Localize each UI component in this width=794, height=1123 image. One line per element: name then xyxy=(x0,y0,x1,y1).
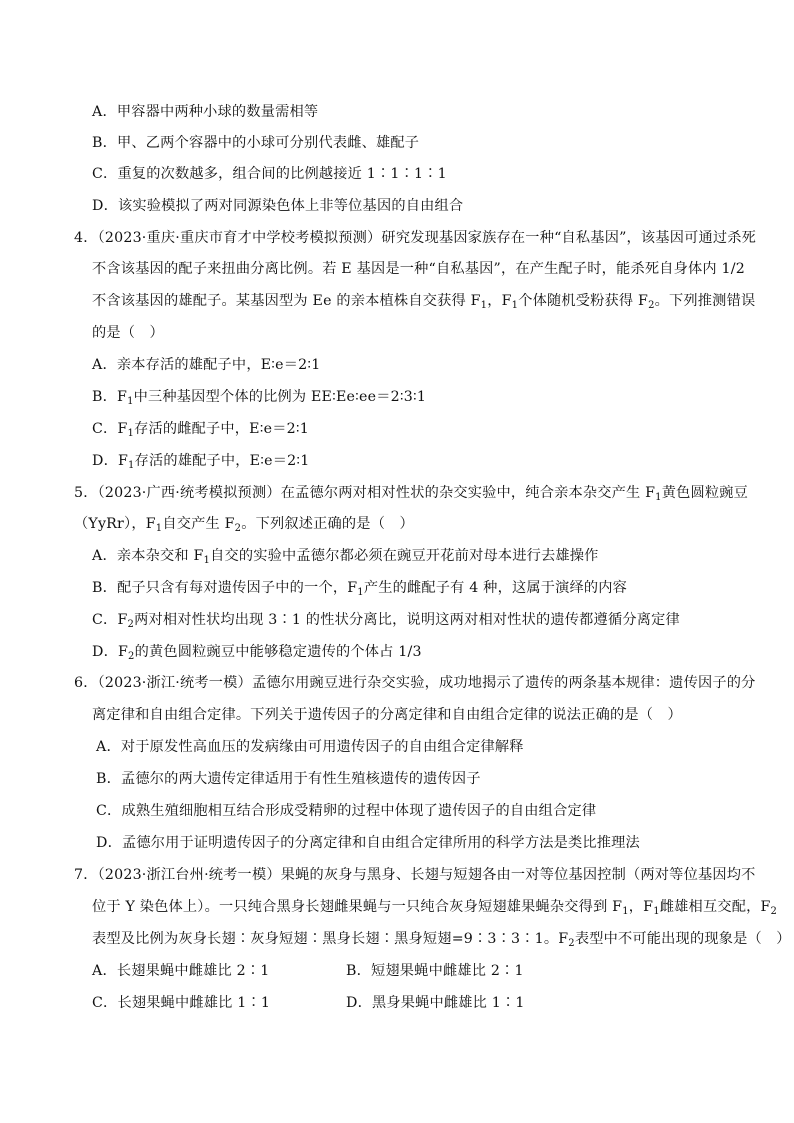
q4-stem-line2: 不含该基因的配子来扭曲分离比例。若 E 基因是一种“自私基因”，在产生配子时，能杀死自身体内 1/2 xyxy=(92,261,745,277)
q7-stem-line2: 位于 Y 染色体上）。一只纯合黑身长翅雌果蝇与一只纯合灰身短翅雄果蝇杂交得到 $F_1$，$F_1$雌雄相互交配，$F_2$ xyxy=(92,899,778,917)
q5-option-b: B．配子只含有每对遗传因子中的一个，$F_1$产生的雌配子有 4 种，这属于演绎的内容 xyxy=(92,580,628,598)
q5-option-a: A．亲本杂交和 $F_1$自交的实验中孟德尔都必须在豌豆开花前对母本进行去雄操作 xyxy=(92,548,599,566)
q5-stem-line2: （YyRr），$F_1$自交产生 $F_2$。下列叙述正确的是（ ） xyxy=(74,516,414,534)
q6-stem-line2: 离定律和自由组合定律。下列关于遗传因子的分离定律和自由组合定律的说法正确的是（ ） xyxy=(92,707,682,723)
q3-option-c: C．重复的次数越多，组合间的比例越接近 1∶1∶1∶1 xyxy=(92,166,447,182)
q4-option-b: B．$F_1$中三种基因型个体的比例为 EE∶Ee∶ee＝2∶3∶1 xyxy=(92,389,427,407)
q5-option-d: D．$F_2$的黄色圆粒豌豆中能够稳定遗传的个体占 1/3 xyxy=(92,644,422,662)
q7-option-a: A．长翅果蝇中雌雄比 2∶1 xyxy=(92,963,270,979)
q3-option-a: A．甲容器中两种小球的数量需相等 xyxy=(92,104,319,120)
q4-option-d: D．$F_1$存活的雄配子中，E∶e＝2∶1 xyxy=(92,453,310,471)
q4-stem-line3: 不含该基因的雄配子。某基因型为 Ee 的亲本植株自交获得 $F_1$，$F_1$个体随机受粉获得 $F_2$。下列推测错误 xyxy=(92,293,756,311)
q7-option-b: B．短翅果蝇中雌雄比 2∶1 xyxy=(346,963,524,979)
q6-stem-line1: 6．（2023·浙江·统考一模）孟德尔用豌豆进行杂交实验，成功地揭示了遗传的两条基本规律：遗传因子的分 xyxy=(74,675,756,691)
q6-option-a: A．对于原发性高血压的发病缘由可用遗传因子的自由组合定律解释 xyxy=(96,739,524,755)
q5-stem-line1: 5．（2023·广西·统考模拟预测）在孟德尔两对相对性状的杂交实验中，纯合亲本杂交产生 $F_1$黄色圆粒豌豆 xyxy=(74,485,749,503)
q7-stem-line3: 表型及比例为灰身长翅∶灰身短翅∶黑身长翅∶黑身短翅=9∶3∶3∶1。$F_2$表型中不可能出现的现象是（ ） xyxy=(92,931,791,949)
q7-option-d: D．黑身果蝇中雌雄比 1∶1 xyxy=(346,995,525,1011)
q4-stem-line1: 4．（2023·重庆·重庆市育才中学校考模拟预测）研究发现基因家族存在一种“自私基因”，该基因可通过杀死 xyxy=(74,230,757,246)
q3-option-d: D．该实验模拟了两对同源染色体上非等位基因的自由组合 xyxy=(92,198,464,214)
q4-option-c: C．$F_1$存活的雌配子中，E∶e＝2∶1 xyxy=(92,421,309,439)
q3-option-b: B．甲、乙两个容器中的小球可分别代表雌、雄配子 xyxy=(92,135,420,151)
q4-stem-line4: 的是（ ） xyxy=(92,325,164,341)
q5-option-c: C．$F_2$两对相对性状均出现 3∶1 的性状分离比，说明这两对相对性状的遗传都遵循分离定律 xyxy=(92,612,680,630)
q6-option-b: B．孟德尔的两大遗传定律适用于有性生殖核遗传的遗传因子 xyxy=(96,771,481,787)
q7-stem-line1: 7．（2023·浙江台州·统考一模）果蝇的灰身与黑身、长翅与短翅各由一对等位基因控制（两对等位基因均不 xyxy=(74,867,756,883)
q7-option-c: C．长翅果蝇中雌雄比 1∶1 xyxy=(92,995,271,1011)
q6-option-c: C．成熟生殖细胞相互结合形成受精卵的过程中体现了遗传因子的自由组合定律 xyxy=(96,803,597,819)
q4-option-a: A．亲本存活的雄配子中，E∶e＝2∶1 xyxy=(92,357,321,373)
q6-option-d: D．孟德尔用于证明遗传因子的分离定律和自由组合定律所用的科学方法是类比推理法 xyxy=(96,835,640,851)
